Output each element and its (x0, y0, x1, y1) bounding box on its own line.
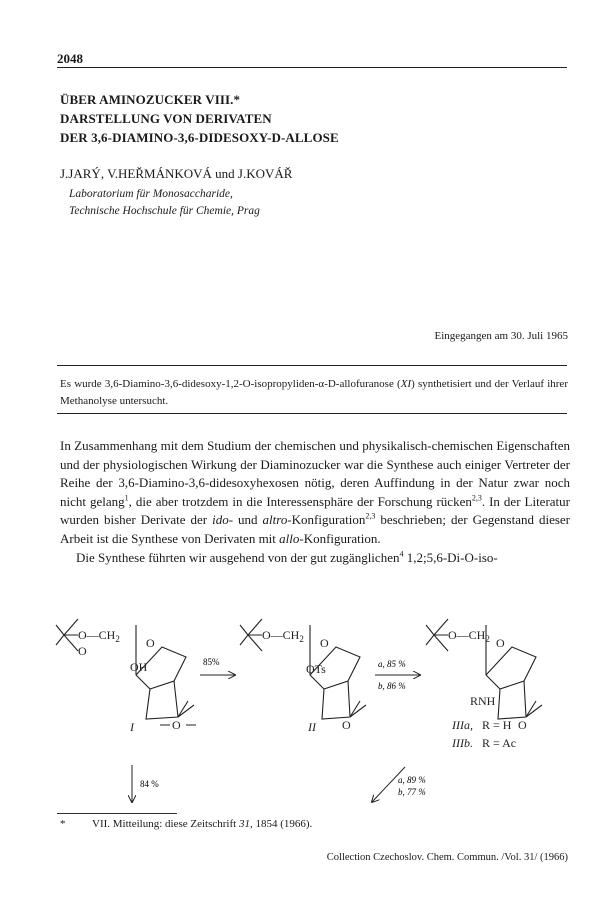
ring-o-III: O (496, 636, 505, 650)
p1-text-f: beschrieben; der Gegenstand dieser Arbeit ist die Synthese von Derivaten mit (60, 512, 570, 546)
abstract (60, 376, 568, 410)
footnote (60, 818, 312, 830)
bottom-o-III: O (518, 718, 527, 732)
fused-dioxolane-I (178, 701, 194, 717)
footnote-marker: * (60, 818, 66, 830)
rnh-label: RNH (470, 694, 496, 708)
fused-dioxolane-III (526, 701, 542, 717)
abstract-bottom-rule (57, 413, 567, 414)
article-title (60, 90, 339, 147)
p1-text-d: - und (228, 512, 263, 528)
label-IIIb-r: R = Ac (482, 736, 517, 750)
isopropylidene-III (426, 619, 448, 651)
p1-altro: altro (262, 512, 288, 528)
p1-text-a: In Zusammenhang mit dem Studium der chemischen und physikalisch-chemischen Eigenschaften und der physiologischen Wirkung der Diaminozucker war die Synthese auch einiger Vertreter der Reihe der 3,6-Diamino-3,6-didesoxyhexosen nötig, deren Auffindung in der Natur zwar noch nicht gelang (60, 438, 570, 509)
ring-bottom-I (146, 681, 178, 719)
p2-text-a: Die Synthese führten wir ausgehend von der gut zugänglichen (76, 549, 400, 565)
affiliation-line-1: Laboratorium für Monosaccharide, (69, 188, 233, 200)
ch2-III: $O—CH_2$ (448, 628, 490, 644)
ring-o-II: O (320, 636, 329, 650)
ring-bottom-II (322, 681, 350, 719)
ch2-I: $O—CH_2$ (78, 628, 120, 644)
ref-2-3: 2,3 (471, 493, 482, 503)
abstract-compound: XI (400, 378, 412, 390)
p2-text-b: 1,2;5,6-Di-O-iso- (403, 549, 498, 565)
received-date: Eingegangen am 30. Juli 1965 (434, 330, 568, 342)
body-text (60, 437, 570, 567)
ots-label: OTs (306, 662, 326, 676)
p1-text-e: -Konfiguration (287, 512, 366, 528)
abstract-text-a: Es wurde 3,6-Diamino-3,6-didesoxy-1,2-O-isopropyliden-α-D-allofuranose ( (60, 378, 401, 390)
footnote-text-a: VII. Mitteilung: diese Zeitschrift (92, 818, 239, 830)
label-II: II (308, 720, 316, 734)
title-line-3: DER 3,6-DIAMINO-3,6-DIDESOXY-D-ALLOSE (60, 130, 339, 145)
structure-I (56, 619, 196, 725)
ring-bottom-III (498, 681, 526, 719)
oh-label: OH (130, 660, 148, 674)
label-IIIb: IIIb. (452, 736, 473, 750)
title-line-1: ÜBER AMINOZUCKER VIII.* (60, 92, 241, 107)
abstract-top-rule (57, 365, 567, 366)
arrow3-yield: 84 % (140, 779, 159, 789)
paragraph-2 (60, 549, 570, 568)
paragraph-1 (60, 437, 570, 549)
arrow4-yield-a: a, 89 % (398, 775, 426, 785)
journal-footer: Collection Czechoslov. Chem. Commun. /Vol. 31/ (1966) (326, 852, 568, 863)
ref-1: 1 (124, 493, 129, 503)
ref-4: 4 (399, 549, 404, 559)
affiliation (69, 186, 260, 220)
p1-text-g: -Konfiguration. (299, 530, 381, 546)
header-rule (57, 67, 567, 68)
arrow2-yield-a: a, 85 % (378, 659, 406, 669)
isopropylidene-5-6-I (56, 625, 78, 645)
furanose-ring-III (486, 647, 536, 689)
p1-ido: ido (212, 512, 229, 528)
p1-text-b: , die aber trotzdem in die Interessensphäre der Forschung rücken (128, 493, 472, 509)
affiliation-line-2: Technische Hochschule für Chemie, Prag (69, 205, 260, 217)
label-IIIa: IIIa, (452, 718, 473, 732)
ring-o-I: O (146, 636, 155, 650)
ch2-II: $O—CH_2$ (262, 628, 304, 644)
authors: J.JARÝ, V.HEŘMÁNKOVÁ und J.KOVÁŘ (60, 166, 293, 181)
title-line-2: DARSTELLUNG VON DERIVATEN (60, 111, 272, 126)
page-number: 2048 (57, 51, 83, 66)
p1-text-c: . In der Literatur wurden bisher Derivate der (60, 493, 570, 528)
abstract-text-b: ) synthetisiert und der Verlauf ihrer Methanolyse untersucht. (60, 378, 568, 407)
p1-allo: allo (279, 530, 300, 546)
bottom-o-I: O (172, 718, 181, 732)
bottom-o-II: O (342, 718, 351, 732)
arrow4-yield-b: b, 77 % (398, 787, 426, 797)
fused-dioxolane-II (350, 701, 366, 717)
footnote-rule (57, 813, 177, 814)
o-label-I: O (78, 644, 87, 658)
footnote-text-b: 1854 (1966). (252, 818, 313, 830)
footnote-volume: 31, (238, 818, 253, 830)
ref-2-3b: 2,3 (365, 512, 376, 522)
label-IIIa-r: R = H (482, 718, 512, 732)
arrow1-yield: 85% (203, 657, 220, 667)
arrow2-yield-b: b, 86 % (378, 681, 406, 691)
isopropylidene-II (240, 619, 262, 651)
reaction-scheme (50, 605, 580, 810)
label-I: I (130, 720, 134, 734)
